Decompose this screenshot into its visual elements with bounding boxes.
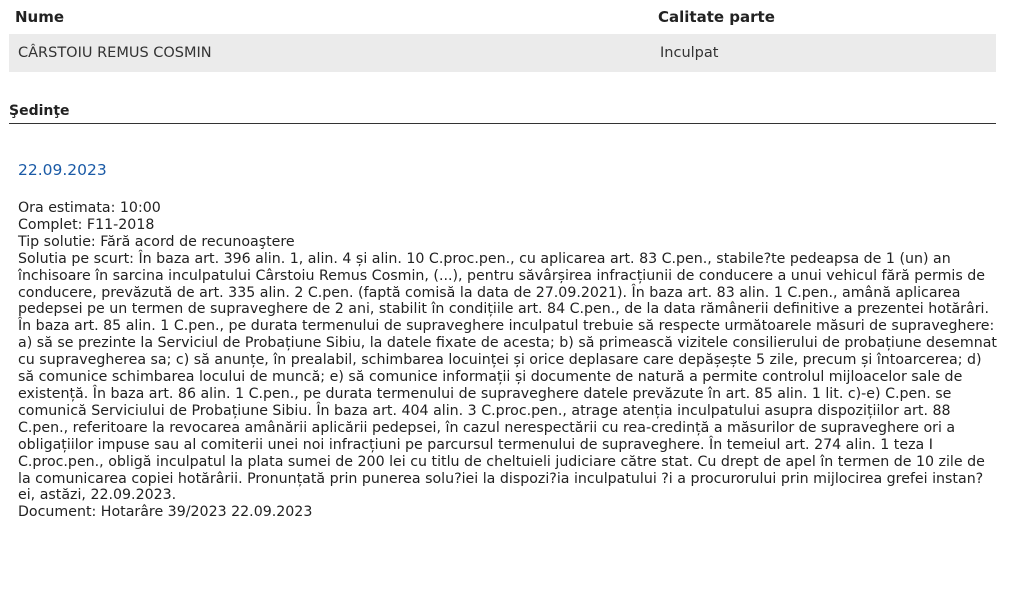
session-solution-type: Tip solutie: Fără acord de recunoaştere — [18, 233, 295, 250]
session-solution-summary: Solutia pe scurt: În baza art. 396 alin. 1, alin. 4 și alin. 10 C.proc.pen., cu aplicarea art. 83 C.pen., stabile?te pedeapsa de 1 (un) an închisoare în sarcina inculpatului Cârstoiu Remus Cosmin, (...), pentru săvârșirea infracțiunii de conducere a unui vehicul fără permis de conducere, prevăzută de art. 335 alin. 2 C.pen. (faptă comisă la data de 27.09.2021). În baza art. 83 alin. 1 C.pen., amână aplicarea pedepsei pe un termen de supraveghere de 2 ani, stabilit în condițiile art. 84 C.pen., de la data rămânerii definitive a prezentei hotărâri. În baza art. 85 alin. 1 C.pen., pe durata termenului de supraveghere inculpatul trebuie să respecte următoarele măsuri de supraveghere: a) să se prezinte la Serviciul de Probațiune Sibiu, la datele fixate de acesta; b) să primească vizitele consilierului de probațiune desemnat cu supravegherea sa; c) să anunțe, în prealabil, schimbarea locuinței și orice deplasare care depășește 5 zile, precum și întoarcerea; d) să comunice schimbarea locului de muncă; e) să comunice informații și documente de natură a permite controlul mijloacelor sale de existență. În baza art. 86 alin. 1 C.pen., pe durata termenului de supraveghere datele prevăzute în art. 85 alin. 1 lit. c)-e) C.pen. se comunică Serviciului de Probațiune Sibiu. În baza art. 404 alin. 3 C.proc.pen., atrage atenția inculpatului asupra dispozițiilor art. 88 C.pen., referitoare la revocarea amânării aplicării pedepsei, în cazul nerespectării cu rea-credință a măsurilor de supraveghere ori a obligațiilor impuse sau al comiterii unei noi infracțiuni pe parcursul termenului de supraveghere. În temeiul art. 274 alin. 1 teza I C.proc.pen., obligă inculpatul la plata sumei de 200 lei cu titlu de cheltuieli judiciare către stat. Cu drept de apel în termen de 10 zile de la comunicarea copiei hotărârii. Pronunțată prin punerea solu?iei la dispozi?ia inculpatului ?i a procurorului prin mijlocirea grefei instan?ei, astăzi, 22.09.2023. — [18, 250, 997, 504]
column-header-name: Nume — [15, 8, 65, 26]
table-row — [9, 34, 996, 72]
sessions-section-title — [9, 100, 996, 124]
party-role: Inculpat — [660, 45, 719, 61]
sessions-title: Şedinţe — [9, 103, 70, 119]
session-document: Document: Hotarâre 39/2023 22.09.2023 — [18, 504, 313, 521]
parties-table-header — [9, 0, 996, 34]
session-time: Ora estimata: 10:00 — [18, 200, 161, 216]
column-header-role: Calitate parte — [658, 8, 775, 26]
parties-table — [9, 0, 996, 72]
session-date: 22.09.2023 — [18, 161, 107, 179]
party-name: CÂRSTOIU REMUS COSMIN — [18, 45, 212, 61]
session-panel: Complet: F11-2018 — [18, 216, 155, 233]
session-details — [18, 200, 998, 521]
